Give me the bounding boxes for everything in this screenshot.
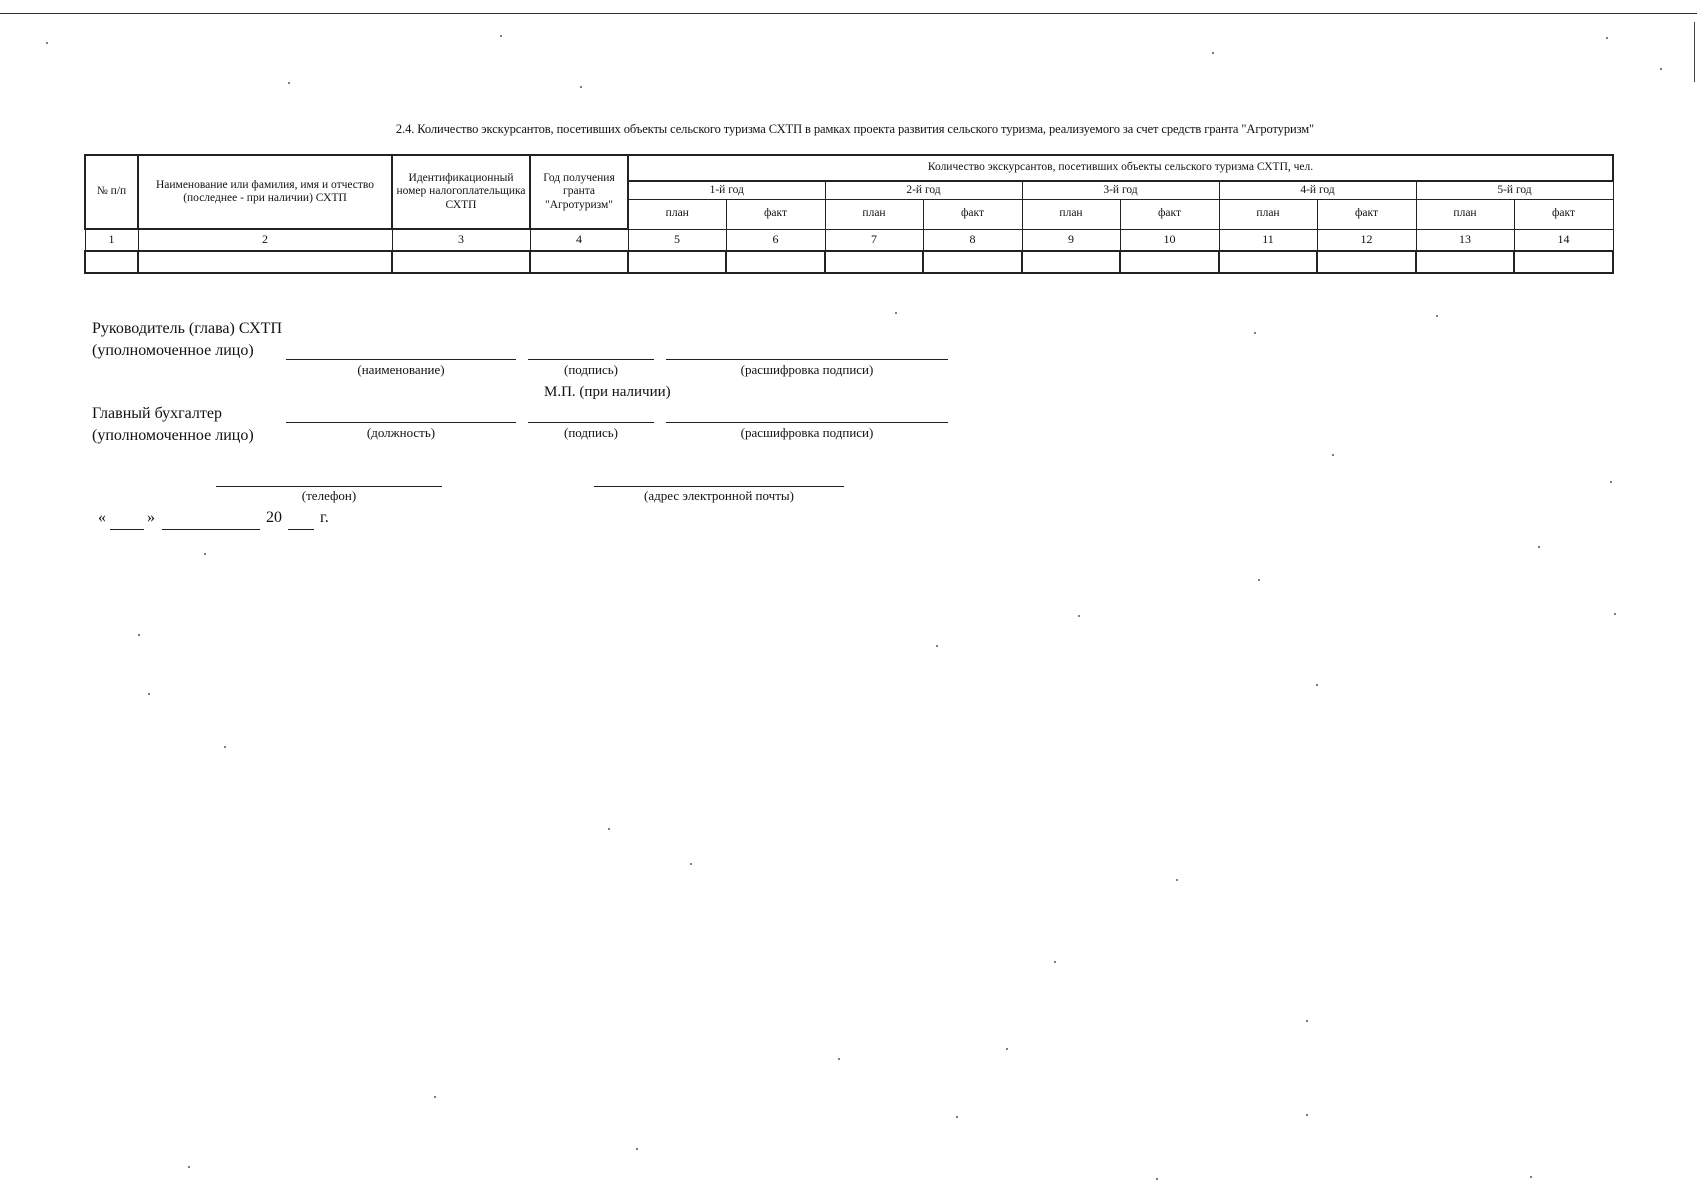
column-number: 5 [628, 229, 726, 251]
form-title: 2.4. Количество экскурсантов, посетивших объекты сельского туризма СХТП в рамках проекта развития сельского туризма, реализуемого за счет средств гранта "Агротуризм" [395, 122, 1315, 136]
column-number: 12 [1317, 229, 1416, 251]
table-row [85, 251, 1613, 273]
scan-speck [204, 553, 206, 555]
accountant-label: Главный бухгалтер [92, 405, 222, 422]
scan-speck [1316, 684, 1318, 686]
empty-cell[interactable] [1120, 251, 1219, 273]
scan-speck [1610, 481, 1612, 483]
date-year-prefix: 20 [266, 509, 282, 526]
empty-cell[interactable] [1022, 251, 1120, 273]
header-plan: план [628, 199, 726, 229]
date-month-line[interactable] [162, 529, 260, 530]
date-open-quote: « [98, 509, 106, 526]
scan-speck [434, 1096, 436, 1098]
caption-sign: (подпись) [564, 425, 618, 440]
header-plan: план [1022, 199, 1120, 229]
header-year-5: 5-й год [1416, 181, 1613, 199]
scan-speck [838, 1058, 840, 1060]
empty-cell[interactable] [628, 251, 726, 273]
empty-cell[interactable] [825, 251, 923, 273]
column-number: 14 [1514, 229, 1613, 251]
date-year-suffix: г. [320, 509, 329, 526]
scan-speck [1254, 332, 1256, 334]
top-edge-line [0, 13, 1697, 14]
empty-cell[interactable] [1219, 251, 1317, 273]
empty-cell[interactable] [85, 251, 138, 273]
scan-speck [1606, 37, 1608, 39]
header-fact: факт [1317, 199, 1416, 229]
header-fact: факт [923, 199, 1022, 229]
date-close-quote: » [147, 509, 155, 526]
scan-speck [1006, 1048, 1008, 1050]
header-year-3: 3-й год [1022, 181, 1219, 199]
caption-name: (наименование) [357, 362, 445, 377]
head-name-line[interactable] [286, 359, 516, 360]
phone-line[interactable] [216, 486, 442, 487]
empty-cell[interactable] [1317, 251, 1416, 273]
header-plan: план [825, 199, 923, 229]
scan-speck [46, 42, 48, 44]
empty-cell[interactable] [726, 251, 825, 273]
column-number: 11 [1219, 229, 1317, 251]
column-number: 2 [138, 229, 392, 251]
head-decode-line[interactable] [666, 359, 948, 360]
scan-speck [1306, 1020, 1308, 1022]
scan-speck [1306, 1114, 1308, 1116]
column-number: 3 [392, 229, 530, 251]
header-year-2: 2-й год [825, 181, 1022, 199]
scan-speck [1660, 68, 1662, 70]
scan-speck [1258, 579, 1260, 581]
scan-speck [1156, 1178, 1158, 1180]
scan-speck [1054, 961, 1056, 963]
header-name: Наименование или фамилия, имя и отчество (последнее - при наличии) СХТП [138, 155, 392, 229]
scan-speck [636, 1148, 638, 1150]
column-number-row [85, 229, 1613, 251]
accountant-decode-line[interactable] [666, 422, 948, 423]
empty-cell[interactable] [530, 251, 628, 273]
scan-speck [1530, 1176, 1532, 1178]
header-fact: факт [726, 199, 825, 229]
scan-speck [1614, 613, 1616, 615]
scan-speck [1176, 879, 1178, 881]
empty-cell[interactable] [392, 251, 530, 273]
column-number: 9 [1022, 229, 1120, 251]
empty-cell[interactable] [923, 251, 1022, 273]
column-number: 13 [1416, 229, 1514, 251]
scan-speck [956, 1116, 958, 1118]
column-number: 10 [1120, 229, 1219, 251]
head-label: Руководитель (глава) СХТП [92, 320, 282, 337]
scan-speck [224, 746, 226, 748]
empty-cell[interactable] [1514, 251, 1613, 273]
scan-speck [188, 1166, 190, 1168]
scan-speck [148, 693, 150, 695]
empty-cell[interactable] [1416, 251, 1514, 273]
header-grant-year: Год получения гранта "Агротуризм" [530, 155, 628, 229]
caption-email: (адрес электронной почты) [644, 488, 794, 503]
scan-speck [500, 35, 502, 37]
scan-speck [1332, 454, 1334, 456]
column-number: 8 [923, 229, 1022, 251]
column-number: 7 [825, 229, 923, 251]
scan-speck [1436, 315, 1438, 317]
scan-speck [138, 634, 140, 636]
column-number: 1 [85, 229, 138, 251]
date-year-line[interactable] [288, 529, 314, 530]
caption-decode: (расшифровка подписи) [740, 425, 874, 440]
caption-phone: (телефон) [301, 488, 357, 503]
column-number: 6 [726, 229, 825, 251]
header-inn: Идентификационный номер налогоплательщика СХТП [392, 155, 530, 229]
accountant-authorized-label: (уполномоченное лицо) [92, 427, 254, 444]
header-fact: факт [1120, 199, 1219, 229]
column-number: 4 [530, 229, 628, 251]
header-year-1: 1-й год [628, 181, 825, 199]
accountant-sign-line[interactable] [528, 422, 654, 423]
caption-position: (должность) [366, 425, 436, 440]
header-num: № п/п [85, 155, 138, 229]
excursionists-table [84, 154, 1614, 274]
empty-cell[interactable] [138, 251, 392, 273]
accountant-position-line[interactable] [286, 422, 516, 423]
head-authorized-label: (уполномоченное лицо) [92, 342, 254, 359]
scan-speck [580, 86, 582, 88]
scan-speck [1212, 52, 1214, 54]
scan-speck [608, 828, 610, 830]
scan-speck [936, 645, 938, 647]
scan-speck [895, 312, 897, 314]
email-line[interactable] [594, 486, 844, 487]
scan-speck [1078, 615, 1080, 617]
header-year-4: 4-й год [1219, 181, 1416, 199]
head-sign-line[interactable] [528, 359, 654, 360]
date-day-line[interactable] [110, 529, 144, 530]
header-plan: план [1416, 199, 1514, 229]
stamp-label: М.П. (при наличии) [544, 384, 671, 400]
scan-speck [690, 863, 692, 865]
scan-speck [1538, 546, 1540, 548]
caption-sign: (подпись) [564, 362, 618, 377]
header-fact: факт [1514, 199, 1613, 229]
header-excursionists-group: Количество экскурсантов, посетивших объекты сельского туризма СХТП, чел. [628, 155, 1613, 181]
caption-decode: (расшифровка подписи) [740, 362, 874, 377]
scan-speck [288, 82, 290, 84]
header-plan: план [1219, 199, 1317, 229]
right-edge-mark [1694, 22, 1695, 82]
